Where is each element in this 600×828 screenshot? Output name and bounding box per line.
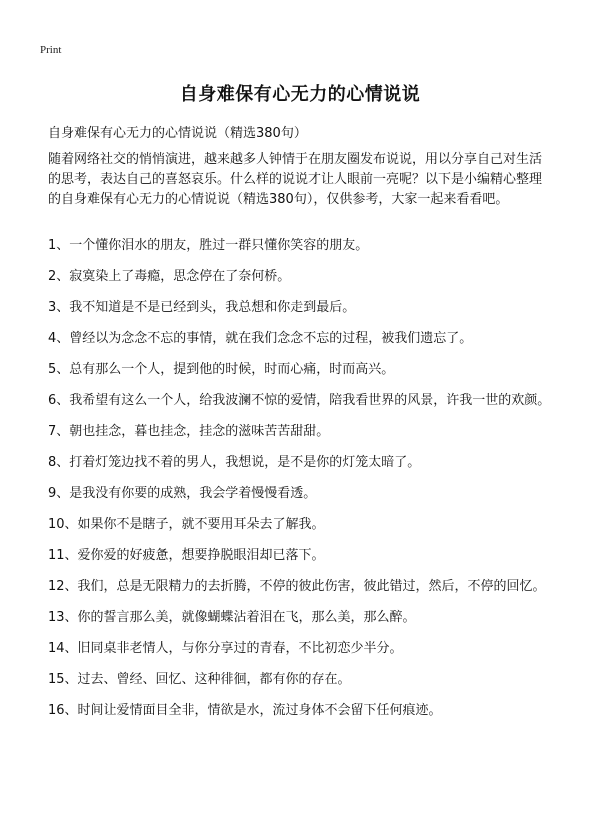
list-item: 14、旧同桌非老情人，与你分享过的青春，不比初恋少半分。: [48, 641, 403, 656]
print-label[interactable]: Print: [40, 44, 62, 56]
list-item: 3、我不知道是不是已经到头，我总想和你走到最后。: [48, 300, 356, 315]
list-item: 2、寂寞染上了毒瘾，思念停在了奈何桥。: [48, 269, 291, 284]
list-item: 4、曾经以为念念不忘的事情，就在我们念念不忘的过程，被我们遗忘了。: [48, 331, 473, 346]
intro-paragraph: 随着网络社交的悄悄演进，越来越多人钟情于在朋友圈发布说说，用以分享自己对生活的思考，表达自己的喜怒哀乐。什么样的说说才让人眼前一亮呢？以下是小编精心整理的自身难保有心无力的心情说说（精选380句），仅供参考，大家一起来看看吧。: [48, 152, 543, 207]
list-item: 1、一个懂你泪水的朋友，胜过一群只懂你笑容的朋友。: [48, 238, 369, 253]
list-item: 7、朝也挂念，暮也挂念，挂念的滋味苦苦甜甜。: [48, 424, 330, 439]
list-item: 6、我希望有这么一个人，给我波澜不惊的爱情，陪我看世界的风景，许我一世的欢颜。: [48, 393, 551, 408]
page-title: 自身难保有心无力的心情说说: [179, 84, 421, 105]
document-subtitle: 自身难保有心无力的心情说说（精选380句）: [48, 126, 307, 141]
list-item: 8、打着灯笼边找不着的男人，我想说，是不是你的灯笼太暗了。: [48, 455, 421, 470]
quote-list: [48, 236, 553, 732]
list-item: 16、时间让爱情面目全非，情欲是水，流过身体不会留下任何痕迹。: [48, 703, 442, 718]
list-item: 11、爱你爱的好疲惫，想要挣脱眼泪却已落下。: [48, 548, 325, 563]
list-item: 9、是我没有你要的成熟，我会学着慢慢看透。: [48, 486, 317, 501]
list-item: 10、如果你不是瞎子，就不要用耳朵去了解我。: [48, 517, 325, 532]
list-item: 15、过去、曾经、回忆、这种徘徊，都有你的存在。: [48, 672, 351, 687]
list-item: 5、总有那么一个人，提到他的时候，时而心痛，时而高兴。: [48, 362, 395, 377]
list-item: 13、你的誓言那么美，就像蝴蝶沾着泪在飞，那么美，那么醉。: [48, 610, 416, 625]
list-item: 12、我们，总是无限精力的去折腾，不停的彼此伤害，彼此错过，然后，不停的回忆。: [48, 579, 546, 594]
